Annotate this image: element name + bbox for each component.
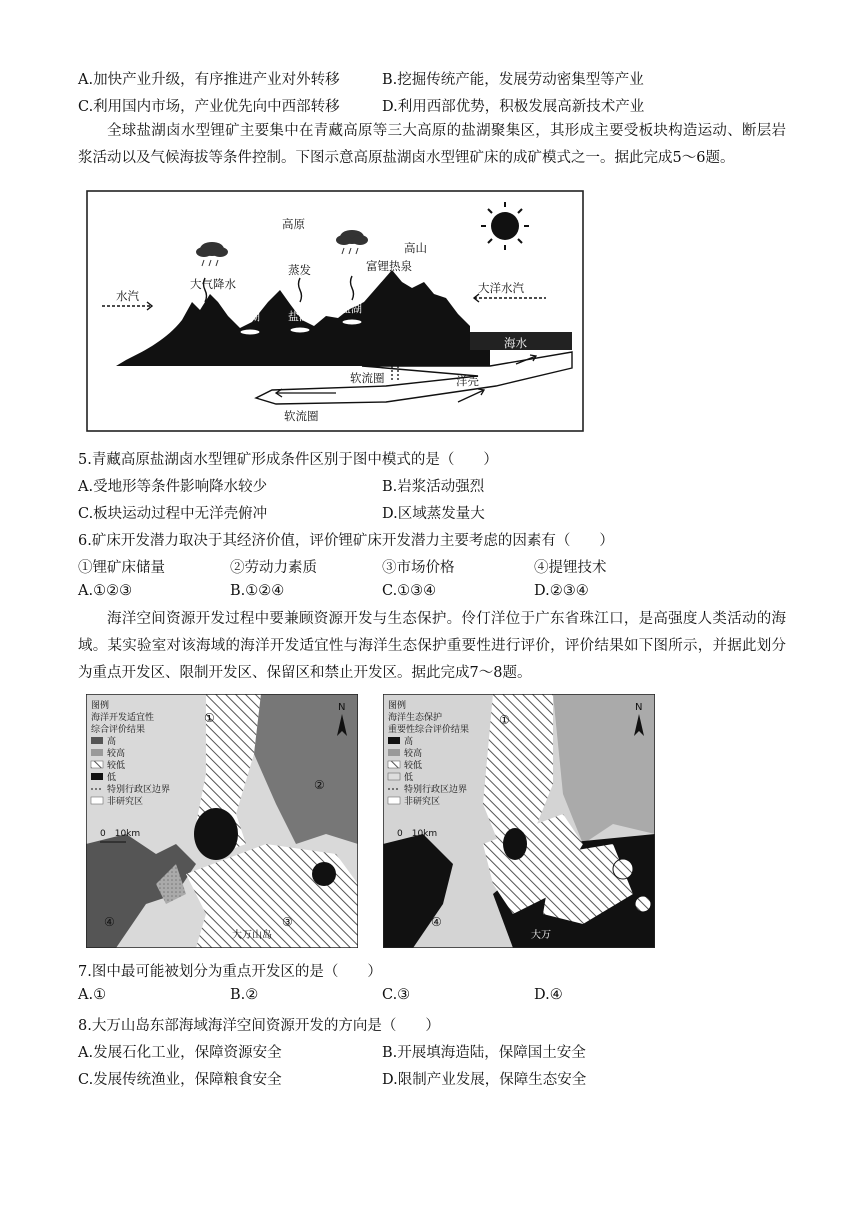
map2-legend-low: 低 xyxy=(404,773,414,783)
map-development-suitability xyxy=(86,694,358,948)
q8-option-c: C.发展传统渔业，保障粮食安全 xyxy=(78,1072,282,1088)
map1-marker-3: ③ xyxy=(282,915,293,929)
map-ecological-importance xyxy=(383,694,655,948)
q6-stem: 6.矿床开发潜力取决于其经济价值，评价锂矿床开发潜力主要考虑的因素有（ ） xyxy=(78,533,614,549)
q8-stem: 8.大万山岛东部海域海洋空间资源开发的方向是（ ） xyxy=(78,1018,440,1034)
q7-option-a: A.① xyxy=(78,987,107,1003)
q5-option-d: D.区域蒸发量大 xyxy=(382,506,485,522)
map1-island: 大万山岛 xyxy=(232,930,272,941)
q5-option-c: C.板块运动过程中无洋壳俯冲 xyxy=(78,506,268,522)
q5-option-a: A.受地形等条件影响降水较少 xyxy=(78,479,268,495)
q8-option-d: D.限制产业发展，保障生态安全 xyxy=(382,1072,587,1088)
map2-legend-high: 高 xyxy=(404,737,414,747)
q6-item-2: ②劳动力素质 xyxy=(230,560,317,576)
map2-marker-1: ① xyxy=(499,713,510,727)
label-asthenosphere-2: 软流圈 xyxy=(284,409,319,423)
label-salt-lake-2: 盐湖 xyxy=(288,310,310,323)
q6-option-c: C.①③④ xyxy=(382,583,437,599)
q5-option-b: B.岩浆活动强烈 xyxy=(382,479,485,495)
label-oceanic-crust: 洋壳 xyxy=(456,374,479,388)
q7-stem: 7.图中最可能被划分为重点开发区的是（ ） xyxy=(78,964,382,980)
map2-north: N xyxy=(635,702,643,713)
map1-north: N xyxy=(338,702,346,713)
lithium-deposit-diagram xyxy=(86,190,584,432)
map1-marker-2: ② xyxy=(314,778,325,792)
map1-legend-low: 低 xyxy=(107,773,117,783)
q6-option-a: A.①②③ xyxy=(78,583,133,599)
map2-legend-non-study: 非研究区 xyxy=(404,797,441,807)
label-li-spring: 富锂热泉 xyxy=(366,259,412,273)
label-asthenosphere-1: 软流圈 xyxy=(350,371,385,385)
map1-legend-higher: 较高 xyxy=(107,749,126,759)
q4-option-b: B.挖掘传统产能，发展劳动密集型等产业 xyxy=(382,72,644,88)
map2-legend-higher: 较高 xyxy=(404,749,423,759)
map1-marker-4: ④ xyxy=(104,915,115,929)
q6-option-d: D.②③④ xyxy=(534,583,589,599)
q4-option-c: C.利用国内市场，产业优先向中西部转移 xyxy=(78,99,340,115)
map1-legend-sub2: 综合评价结果 xyxy=(91,725,146,735)
q7-option-d: D.④ xyxy=(534,987,563,1003)
map1-legend-high: 高 xyxy=(107,737,117,747)
map2-marker-4: ④ xyxy=(431,915,442,929)
map2-legend-title: 图例 xyxy=(388,701,407,711)
map2-scale: 0 10km xyxy=(397,829,438,839)
q8-option-a: A.发展石化工业，保障资源安全 xyxy=(78,1045,282,1061)
q5-stem: 5.青藏高原盐湖卤水型锂矿形成条件区别于图中模式的是（ ） xyxy=(78,452,498,468)
label-evaporation: 蒸发 xyxy=(288,263,311,277)
map1-legend-sub1: 海洋开发适宜性 xyxy=(91,713,155,723)
map2-legend-sub2: 重要性综合评价结果 xyxy=(388,725,470,735)
q7-option-b: B.② xyxy=(230,987,259,1003)
q6-item-1: ①锂矿床储量 xyxy=(78,560,165,576)
label-seawater: 海水 xyxy=(504,336,527,350)
map2-island: 大万 xyxy=(531,930,551,941)
label-salt-lake-1: 盐湖 xyxy=(238,310,260,323)
label-vapor: 水汽 xyxy=(116,289,139,303)
q6-item-3: ③市场价格 xyxy=(382,560,455,576)
q7-option-c: C.③ xyxy=(382,987,411,1003)
label-salt-lake-3: 盐湖 xyxy=(340,302,362,315)
q4-option-a: A.加快产业升级，有序推进产业对外转移 xyxy=(78,72,340,88)
map1-legend-non-study: 非研究区 xyxy=(107,797,144,807)
q6-option-b: B.①②④ xyxy=(230,583,285,599)
map1-marker-1: ① xyxy=(204,711,215,725)
passage-7-8: 海洋空间资源开发过程中要兼顾资源开发与生态保护。伶仃洋位于广东省珠江口，是高强度人类活动的海域。某实验室对该海域的海洋开发适宜性与海洋生态保护重要性进行评价，评价结果如下图所示，并据此划分为重点开发区、限制开发区、保留区和禁止开发区。据此完成7～8题。 xyxy=(78,611,786,681)
label-mountain: 高山 xyxy=(404,241,427,255)
map2-legend-lower: 较低 xyxy=(404,761,423,771)
map1-legend-title: 图例 xyxy=(91,701,110,711)
label-plateau: 高原 xyxy=(282,217,305,231)
q6-item-4: ④提锂技术 xyxy=(534,560,607,576)
map2-legend-sub1: 海洋生态保护 xyxy=(388,713,443,723)
passage-5-6: 全球盐湖卤水型锂矿主要集中在青藏高原等三大高原的盐湖聚集区，其形成主要受板块构造运动、断层岩浆活动以及气候海拔等条件控制。下图示意高原盐湖卤水型锂矿床的成矿模式之一。据此完成5～6题。 xyxy=(78,123,786,166)
map2-legend-boundary: 特别行政区边界 xyxy=(404,785,468,795)
label-precipitation: 大气降水 xyxy=(190,277,236,291)
q8-option-b: B.开展填海造陆，保障国土安全 xyxy=(382,1045,586,1061)
map1-scale: 0 10km xyxy=(100,829,141,839)
map1-legend-lower: 较低 xyxy=(107,761,126,771)
map1-legend-boundary: 特别行政区边界 xyxy=(107,785,171,795)
q4-option-d: D.利用西部优势，积极发展高新技术产业 xyxy=(382,99,645,115)
label-ocean-vapor: 大洋水汽 xyxy=(478,281,524,295)
